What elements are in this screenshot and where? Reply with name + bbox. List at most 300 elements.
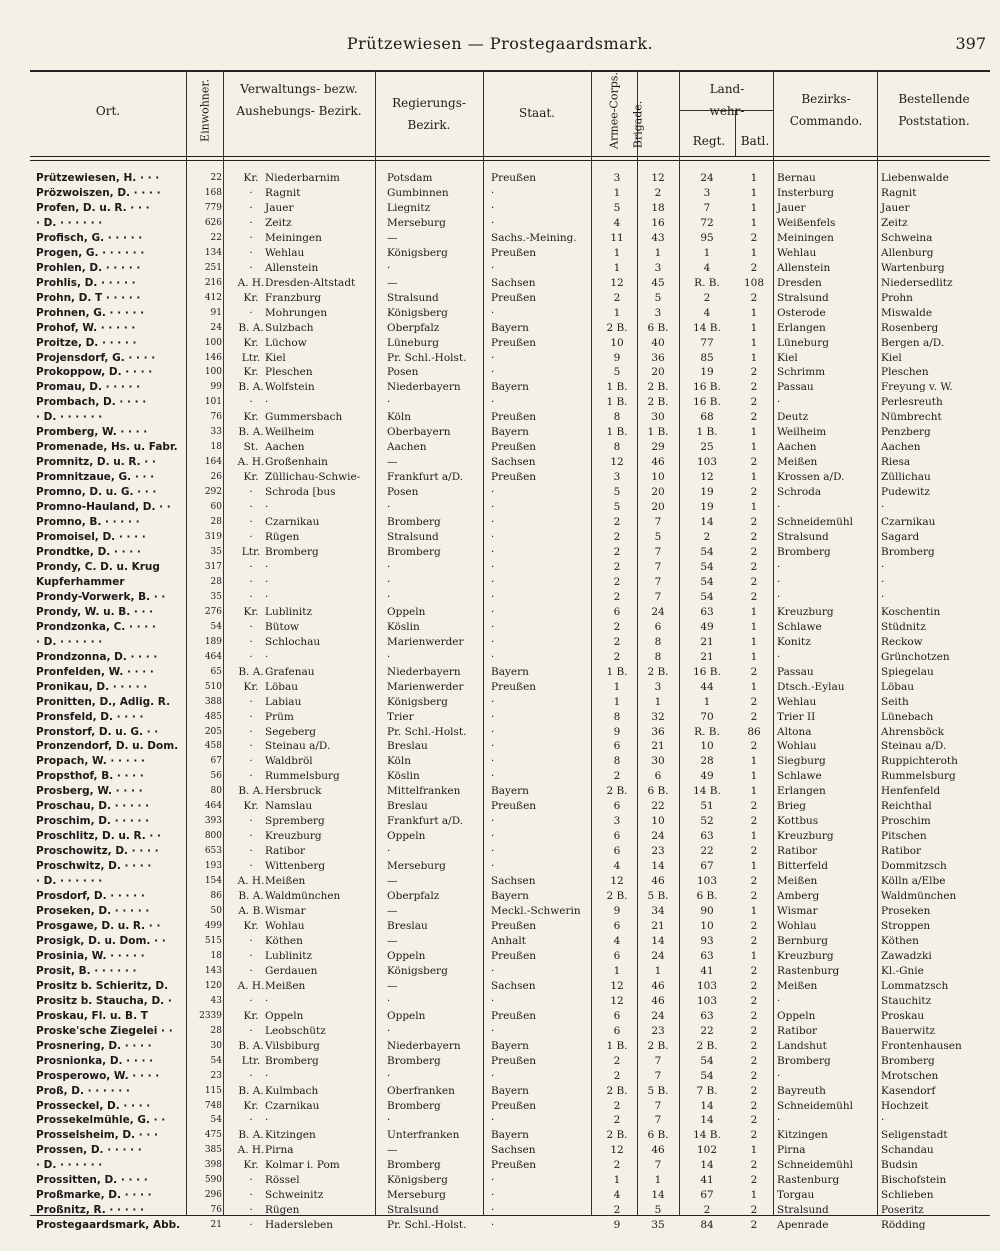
bezirk-type: · — [249, 1204, 253, 1217]
armee-corps-cell: 1 — [613, 306, 621, 319]
ort-cell: Prondzonna, D. · · · · — [36, 650, 158, 663]
bezirk-name: Czarnikau — [265, 516, 320, 529]
bezirks-commando-cell: Schlawe — [777, 770, 822, 783]
poststation-cell: Freyung v. W. — [881, 381, 953, 394]
armee-corps-cell: 12 — [610, 875, 624, 888]
staat-cell: Preußen — [491, 680, 537, 693]
einwohner-cell: 189 — [204, 636, 222, 647]
bataillon-cell: 2 — [750, 815, 758, 828]
ort-cell: Prossen, D. · · · · · — [36, 1144, 142, 1157]
regiment-cell: 14 — [700, 516, 714, 529]
staat-cell: · — [491, 635, 495, 648]
regiment-cell: 2 — [703, 531, 711, 544]
regiment-cell: 2 B. — [696, 1039, 718, 1052]
bezirk-type: Kr. — [243, 471, 259, 484]
regiment-cell: 54 — [700, 1069, 714, 1082]
staat-cell: Sachsen — [491, 456, 536, 469]
staat-cell: Sachsen — [491, 1144, 536, 1157]
staat-cell: Sachsen — [491, 979, 536, 992]
ort-cell: Propsthof, B. · · · · — [36, 770, 144, 783]
verwaltungsbezirk-cell — [237, 410, 395, 424]
einwohner-cell: 134 — [204, 247, 222, 258]
regierungsbezirk-cell: Oberbayern — [387, 426, 451, 439]
bezirk-type: Ltr. — [241, 546, 261, 558]
verwaltungsbezirk-cell — [237, 1054, 395, 1068]
brigade-cell: 3 — [654, 261, 662, 274]
bataillon-cell: 2 — [750, 1129, 758, 1142]
armee-corps-cell: 5 — [613, 201, 621, 214]
einwohner-cell: 35 — [210, 591, 222, 602]
staat-cell: Preußen — [491, 1099, 537, 1112]
regierungsbezirk-cell: Oppeln — [387, 1009, 426, 1022]
einwohner-cell: 251 — [204, 262, 222, 273]
bezirks-commando-cell: Passau — [777, 381, 814, 394]
ort-cell: Prosberg, W. · · · · — [36, 785, 143, 798]
poststation-cell: Reichthal — [881, 800, 932, 813]
table-row — [30, 246, 990, 260]
table-row — [30, 680, 990, 694]
bezirk-name: Lublinitz — [265, 605, 313, 618]
regierungsbezirk-cell: Breslau — [387, 740, 428, 753]
verwaltungsbezirk-cell — [237, 291, 395, 305]
verwaltungsbezirk-cell — [237, 799, 395, 813]
verwaltungsbezirk-cell — [237, 665, 395, 679]
einwohner-cell: 475 — [204, 1130, 222, 1141]
brigade-cell: 20 — [651, 486, 665, 499]
header-einwohner: Einwohner. — [198, 79, 212, 142]
ort-cell: Prositz b. Schieritz, D. — [36, 979, 169, 992]
regiment-cell: 52 — [700, 815, 714, 828]
brigade-cell: 6 — [654, 770, 662, 783]
staat-cell: · — [491, 186, 495, 199]
armee-corps-cell: 2 — [613, 531, 621, 544]
verwaltungsbezirk-cell — [237, 530, 395, 544]
ort-cell: Prosdorf, D. · · · · · — [36, 890, 145, 903]
armee-corps-cell: 3 — [613, 815, 621, 828]
bataillon-cell: 1 — [750, 605, 758, 618]
brigade-cell: 1 — [654, 964, 662, 977]
regierungsbezirk-cell: Pr. Schl.-Holst. — [387, 725, 467, 738]
poststation-cell: Bromberg — [881, 1054, 935, 1067]
table-row — [30, 620, 990, 634]
armee-corps-cell: 2 — [613, 546, 621, 558]
bezirk-name: Lublinitz — [265, 949, 313, 962]
bataillon-cell: 2 — [750, 366, 758, 379]
bezirk-type: A. H. — [237, 456, 265, 469]
einwohner-cell: 43 — [210, 995, 222, 1006]
regierungsbezirk-cell: Merseburg — [387, 216, 446, 229]
einwohner-cell: 748 — [204, 1100, 222, 1111]
regiment-cell: 4 — [703, 261, 711, 274]
brigade-cell: 22 — [651, 800, 665, 813]
einwohner-cell: 28 — [210, 576, 222, 587]
verwaltungsbezirk-cell — [237, 1173, 395, 1187]
table-row — [30, 336, 990, 350]
regiment-cell: 68 — [700, 411, 714, 424]
verwaltungsbezirk-cell — [237, 710, 395, 724]
staat-cell: Sachsen — [491, 276, 536, 289]
ort-cell: Prokoppow, D. · · · · — [36, 366, 153, 379]
ort-cell: Proßmarke, D. · · · · — [36, 1189, 152, 1202]
regiment-cell: 24 — [700, 172, 714, 184]
bezirk-type: B. A. — [238, 321, 264, 334]
bezirk-type: · — [249, 815, 253, 828]
header-staat: Staat. — [519, 106, 555, 120]
einwohner-cell: 515 — [204, 935, 222, 946]
bataillon-cell: 1 — [750, 680, 758, 693]
bezirk-type: St. — [243, 441, 259, 454]
bezirks-commando-cell: Bitterfeld — [777, 860, 828, 873]
poststation-cell: Schlieben — [881, 1189, 934, 1202]
staat-cell: · — [491, 546, 495, 558]
ort-cell: Pronstorf, D. u. G. · · — [36, 725, 159, 738]
ort-cell: Pronikau, D. · · · · · — [36, 680, 148, 693]
regierungsbezirk-cell: Oppeln — [387, 949, 426, 962]
poststation-cell: Seith — [881, 695, 909, 708]
verwaltungsbezirk-cell — [237, 605, 395, 619]
bezirk-name: Steinau a/D. — [265, 740, 331, 753]
bezirk-type: · — [249, 620, 253, 633]
bezirks-commando-cell: Jauer — [777, 201, 806, 214]
bezirk-name: Schweinitz — [265, 1189, 324, 1202]
armee-corps-cell: 5 — [613, 501, 621, 514]
einwohner-cell: 28 — [210, 517, 222, 528]
brigade-cell: 8 — [654, 650, 662, 663]
staat-cell: Bayern — [491, 890, 529, 903]
brigade-cell: 20 — [651, 501, 665, 514]
brigade-cell: 34 — [651, 905, 665, 918]
bezirk-name: · — [265, 396, 269, 409]
verwaltungsbezirk-cell — [237, 500, 395, 514]
ort-cell: Prosselsheim, D. · · · — [36, 1129, 158, 1142]
table-row — [30, 261, 990, 275]
regiment-cell: 44 — [700, 680, 714, 693]
staat-cell: · — [491, 1024, 495, 1037]
brigade-cell: 46 — [651, 456, 665, 469]
bezirks-commando-cell: Deutz — [777, 411, 809, 424]
bezirk-type: · — [249, 306, 253, 319]
einwohner-cell: 800 — [204, 831, 222, 842]
bezirk-type: B. A. — [238, 381, 264, 394]
staat-cell: · — [491, 620, 495, 633]
poststation-cell: Schandau — [881, 1144, 934, 1157]
bezirk-type: · — [249, 560, 253, 573]
brigade-cell: 46 — [651, 979, 665, 992]
staat-cell: · — [491, 605, 495, 618]
ort-cell: Prosseckel, D. · · · · — [36, 1099, 151, 1112]
verwaltungsbezirk-cell — [237, 889, 395, 903]
verwaltungsbezirk-cell — [237, 201, 395, 215]
bezirks-commando-cell: Amberg — [777, 890, 820, 903]
regierungsbezirk-cell: Niederbayern — [387, 665, 461, 678]
bezirk-name: Rummelsburg — [265, 770, 340, 783]
ort-cell: Prosgawe, D. u. R. · · — [36, 920, 161, 932]
armee-corps-cell: 2 — [613, 590, 621, 603]
bezirks-commando-cell: Stralsund — [777, 531, 829, 544]
ort-cell: Proseken, D. · · · · · — [36, 905, 150, 918]
bezirk-type: Kr. — [243, 336, 259, 349]
regiment-cell: 77 — [700, 336, 714, 349]
staat-cell: · — [491, 351, 495, 364]
bezirk-type: · — [249, 860, 253, 873]
staat-cell: · — [491, 845, 495, 858]
bezirk-name: · — [265, 1069, 269, 1082]
armee-corps-cell: 2 — [613, 620, 621, 633]
poststation-cell: Ragnit — [881, 186, 917, 199]
bezirk-name: Oppeln — [265, 1009, 304, 1022]
brigade-cell: 1 — [654, 246, 662, 259]
header-bezirks-commando: Bezirks- Commando. — [789, 92, 863, 128]
table-header-rule — [30, 156, 990, 157]
bezirk-type: B. A. — [238, 1039, 264, 1052]
table-row — [30, 964, 990, 978]
table-row — [30, 739, 990, 753]
bezirks-commando-cell: Lüneburg — [777, 336, 829, 349]
table-row — [30, 395, 990, 409]
bataillon-cell: 1 — [750, 201, 758, 214]
verwaltungsbezirk-cell — [237, 904, 395, 918]
einwohner-cell: 22 — [210, 232, 222, 243]
bezirk-name: Waldmünchen — [265, 890, 341, 903]
table-row — [30, 635, 990, 649]
poststation-cell: Köthen — [881, 934, 919, 947]
bataillon-cell: 1 — [750, 650, 758, 663]
brigade-cell: 2 B. — [647, 396, 669, 409]
table-row — [30, 1009, 990, 1023]
verwaltungsbezirk-cell — [237, 276, 395, 290]
bataillon-cell: 1 — [750, 755, 758, 768]
regiment-cell: 103 — [696, 875, 718, 888]
table-row — [30, 859, 990, 873]
bezirk-type: · — [249, 201, 253, 214]
bezirk-type: · — [249, 246, 253, 259]
table-row — [30, 590, 990, 604]
regierungsbezirk-cell: Posen — [387, 366, 419, 379]
armee-corps-cell: 8 — [613, 755, 621, 768]
poststation-cell: Ruppichteroth — [881, 755, 958, 768]
poststation-cell: Kl.-Gnie — [881, 964, 924, 977]
regiment-cell: 72 — [700, 216, 714, 229]
armee-corps-cell: 6 — [613, 740, 621, 753]
armee-corps-cell: 2 — [613, 560, 621, 573]
regierungsbezirk-cell: · — [387, 590, 391, 603]
table-row — [30, 321, 990, 335]
table-row — [30, 695, 990, 709]
verwaltungsbezirk-cell — [237, 1009, 395, 1023]
bataillon-cell: 1 — [750, 426, 758, 439]
ort-cell: Prohlis, D. · · · · · — [36, 276, 136, 289]
bezirk-type: Ltr. — [241, 1054, 261, 1067]
bezirks-commando-cell: Kitzingen — [777, 1129, 828, 1142]
regiment-cell: 102 — [696, 1144, 718, 1157]
regierungsbezirk-cell: — — [387, 231, 398, 244]
regiment-cell: 10 — [700, 920, 714, 932]
bataillon-cell: 1 — [750, 321, 758, 334]
bezirks-commando-cell: Ratibor — [777, 1024, 818, 1037]
poststation-cell: Bergen a/D. — [881, 336, 945, 349]
ort-cell: Promno, D. u. G. · · · — [36, 486, 157, 499]
einwohner-cell: 67 — [210, 756, 222, 767]
staat-cell: Bayern — [491, 1084, 529, 1097]
einwohner-cell: 65 — [210, 666, 222, 677]
regierungsbezirk-cell: — — [387, 276, 398, 289]
table-row — [30, 1099, 990, 1113]
regiment-cell: 7 — [703, 201, 711, 214]
ort-cell: · D. · · · · · · — [36, 635, 103, 648]
bezirk-name: Kulmbach — [265, 1084, 319, 1097]
armee-corps-cell: 12 — [610, 994, 624, 1007]
bezirk-name: Dresden-Altstadt — [265, 276, 356, 289]
armee-corps-cell: 2 — [613, 1204, 621, 1217]
regierungsbezirk-cell: Köslin — [387, 620, 420, 633]
bezirks-commando-cell: Ratibor — [777, 845, 818, 858]
verwaltungsbezirk-cell — [237, 1128, 395, 1142]
verwaltungsbezirk-cell — [237, 261, 395, 275]
armee-corps-cell: 1 — [613, 964, 621, 977]
bezirk-name: Rössel — [265, 1174, 300, 1187]
header-landwehr: Land- wehr- — [709, 82, 745, 118]
armee-corps-cell: 6 — [613, 800, 621, 813]
bezirks-commando-cell: Stralsund — [777, 1204, 829, 1217]
regiment-cell: 14 B. — [693, 785, 721, 798]
armee-corps-cell: 2 — [613, 1054, 621, 1067]
einwohner-cell: 485 — [204, 711, 222, 722]
staat-cell: · — [491, 1189, 495, 1202]
bezirk-name: Grafenau — [265, 665, 315, 678]
regiment-cell: 28 — [700, 755, 714, 768]
regierungsbezirk-cell: · — [387, 1114, 391, 1127]
table-row — [30, 665, 990, 679]
regierungsbezirk-cell: — — [387, 979, 398, 992]
poststation-cell: · — [881, 590, 885, 603]
bezirk-name: Meiningen — [265, 231, 322, 244]
regiment-cell: 90 — [700, 905, 714, 918]
armee-corps-cell: 3 — [613, 471, 621, 484]
bezirk-type: · — [249, 635, 253, 648]
bezirk-type: Ltr. — [241, 351, 261, 364]
regierungsbezirk-cell: Niederbayern — [387, 1039, 461, 1052]
regiment-cell: 12 — [700, 471, 714, 484]
verwaltungsbezirk-cell — [237, 1203, 395, 1217]
bezirk-name: Schlochau — [265, 635, 321, 648]
ort-cell: Prositz b. Staucha, D. · — [36, 994, 172, 1007]
staat-cell: · — [491, 216, 495, 229]
bezirk-name: Gerdauen — [265, 964, 318, 977]
regierungsbezirk-cell: Königsberg — [387, 1174, 448, 1187]
bezirk-type: Kr. — [243, 1159, 259, 1172]
brigade-cell: 7 — [654, 560, 662, 573]
brigade-cell: 45 — [651, 276, 665, 289]
einwohner-cell: 23 — [210, 1070, 222, 1081]
regierungsbezirk-cell: Köslin — [387, 770, 420, 783]
bezirk-type: · — [249, 964, 253, 977]
poststation-cell: Zawadzki — [881, 949, 932, 962]
bataillon-cell: 1 — [750, 860, 758, 873]
einwohner-cell: 626 — [204, 217, 222, 228]
einwohner-cell: 143 — [204, 965, 222, 976]
bezirk-type: · — [249, 590, 253, 603]
table-row — [30, 530, 990, 544]
armee-corps-cell: 1 B. — [606, 396, 628, 409]
bataillon-cell: 2 — [750, 1159, 758, 1172]
regierungsbezirk-cell: Potsdam — [387, 172, 433, 184]
ort-cell: Projensdorf, G. · · · · — [36, 351, 156, 364]
einwohner-cell: 22 — [210, 173, 222, 183]
bezirk-type: · — [249, 1024, 253, 1037]
bataillon-cell: 1 — [750, 949, 758, 962]
bezirk-name: Wohlau — [265, 920, 305, 932]
bataillon-cell: 1 — [750, 635, 758, 648]
verwaltungsbezirk-cell — [237, 575, 395, 589]
regierungsbezirk-cell: Pr. Schl.-Holst. — [387, 351, 467, 364]
staat-cell: · — [491, 486, 495, 499]
table-row — [30, 904, 990, 918]
armee-corps-cell: 6 — [613, 605, 621, 618]
ort-cell: Prostegaardsmark, Abb. — [36, 1219, 181, 1232]
einwohner-cell: 18 — [210, 950, 222, 961]
staat-cell: Preußen — [491, 411, 537, 424]
table-row — [30, 425, 990, 439]
bezirks-commando-cell: Konitz — [777, 635, 811, 648]
bezirk-type: Kr. — [243, 605, 259, 618]
bezirk-type: · — [249, 949, 253, 962]
table-row — [30, 1158, 990, 1172]
armee-corps-cell: 6 — [613, 1009, 621, 1022]
verwaltungsbezirk-cell — [237, 171, 395, 185]
bezirk-name: Labiau — [265, 695, 302, 708]
regierungsbezirk-cell: Mittelfranken — [387, 785, 461, 798]
brigade-cell: 7 — [654, 1054, 662, 1067]
bataillon-cell: 2 — [750, 920, 758, 932]
verwaltungsbezirk-cell — [237, 336, 395, 350]
poststation-cell: Riesa — [881, 456, 911, 469]
bataillon-cell: 2 — [750, 1219, 758, 1232]
bataillon-cell: 2 — [750, 1114, 758, 1127]
verwaltungsbezirk-cell — [237, 979, 395, 993]
regiment-cell: 14 — [700, 1099, 714, 1112]
einwohner-cell: 100 — [204, 337, 222, 348]
bezirk-type: · — [249, 396, 253, 409]
ort-cell: Promenade, Hs. u. Fabr. — [36, 441, 178, 454]
einwohner-cell: 76 — [210, 1205, 222, 1216]
verwaltungsbezirk-cell — [237, 246, 395, 260]
regiment-cell: R. B. — [694, 276, 720, 289]
bataillon-cell: 2 — [750, 979, 758, 992]
bataillon-cell: 2 — [750, 1084, 758, 1097]
ort-cell: Prondy, W. u. B. · · · — [36, 605, 154, 618]
poststation-cell: Löbau — [881, 680, 915, 693]
header-poststation: Bestellende Poststation. — [898, 92, 970, 128]
regiment-cell: 49 — [700, 770, 714, 783]
regiment-cell: 7 B. — [696, 1084, 718, 1097]
brigade-cell: 14 — [651, 860, 665, 873]
table-header-rule-2 — [30, 160, 990, 161]
ort-cell: Prohnen, G. · · · · · — [36, 306, 145, 319]
regierungsbezirk-cell: Königsberg — [387, 306, 448, 319]
regiment-cell: 54 — [700, 546, 714, 558]
bataillon-cell: 2 — [750, 994, 758, 1007]
armee-corps-cell: 2 B. — [606, 321, 628, 334]
poststation-cell: Wartenburg — [881, 261, 945, 274]
bataillon-cell: 2 — [750, 890, 758, 903]
table-row — [30, 351, 990, 365]
poststation-cell: Proschim — [881, 815, 931, 828]
bezirk-name: Großenhain — [265, 456, 328, 469]
table-row — [30, 216, 990, 230]
bezirks-commando-cell: · — [777, 590, 781, 603]
ort-cell: Prondy-Vorwerk, B. · · — [36, 590, 166, 603]
staat-cell: · — [491, 1204, 495, 1217]
